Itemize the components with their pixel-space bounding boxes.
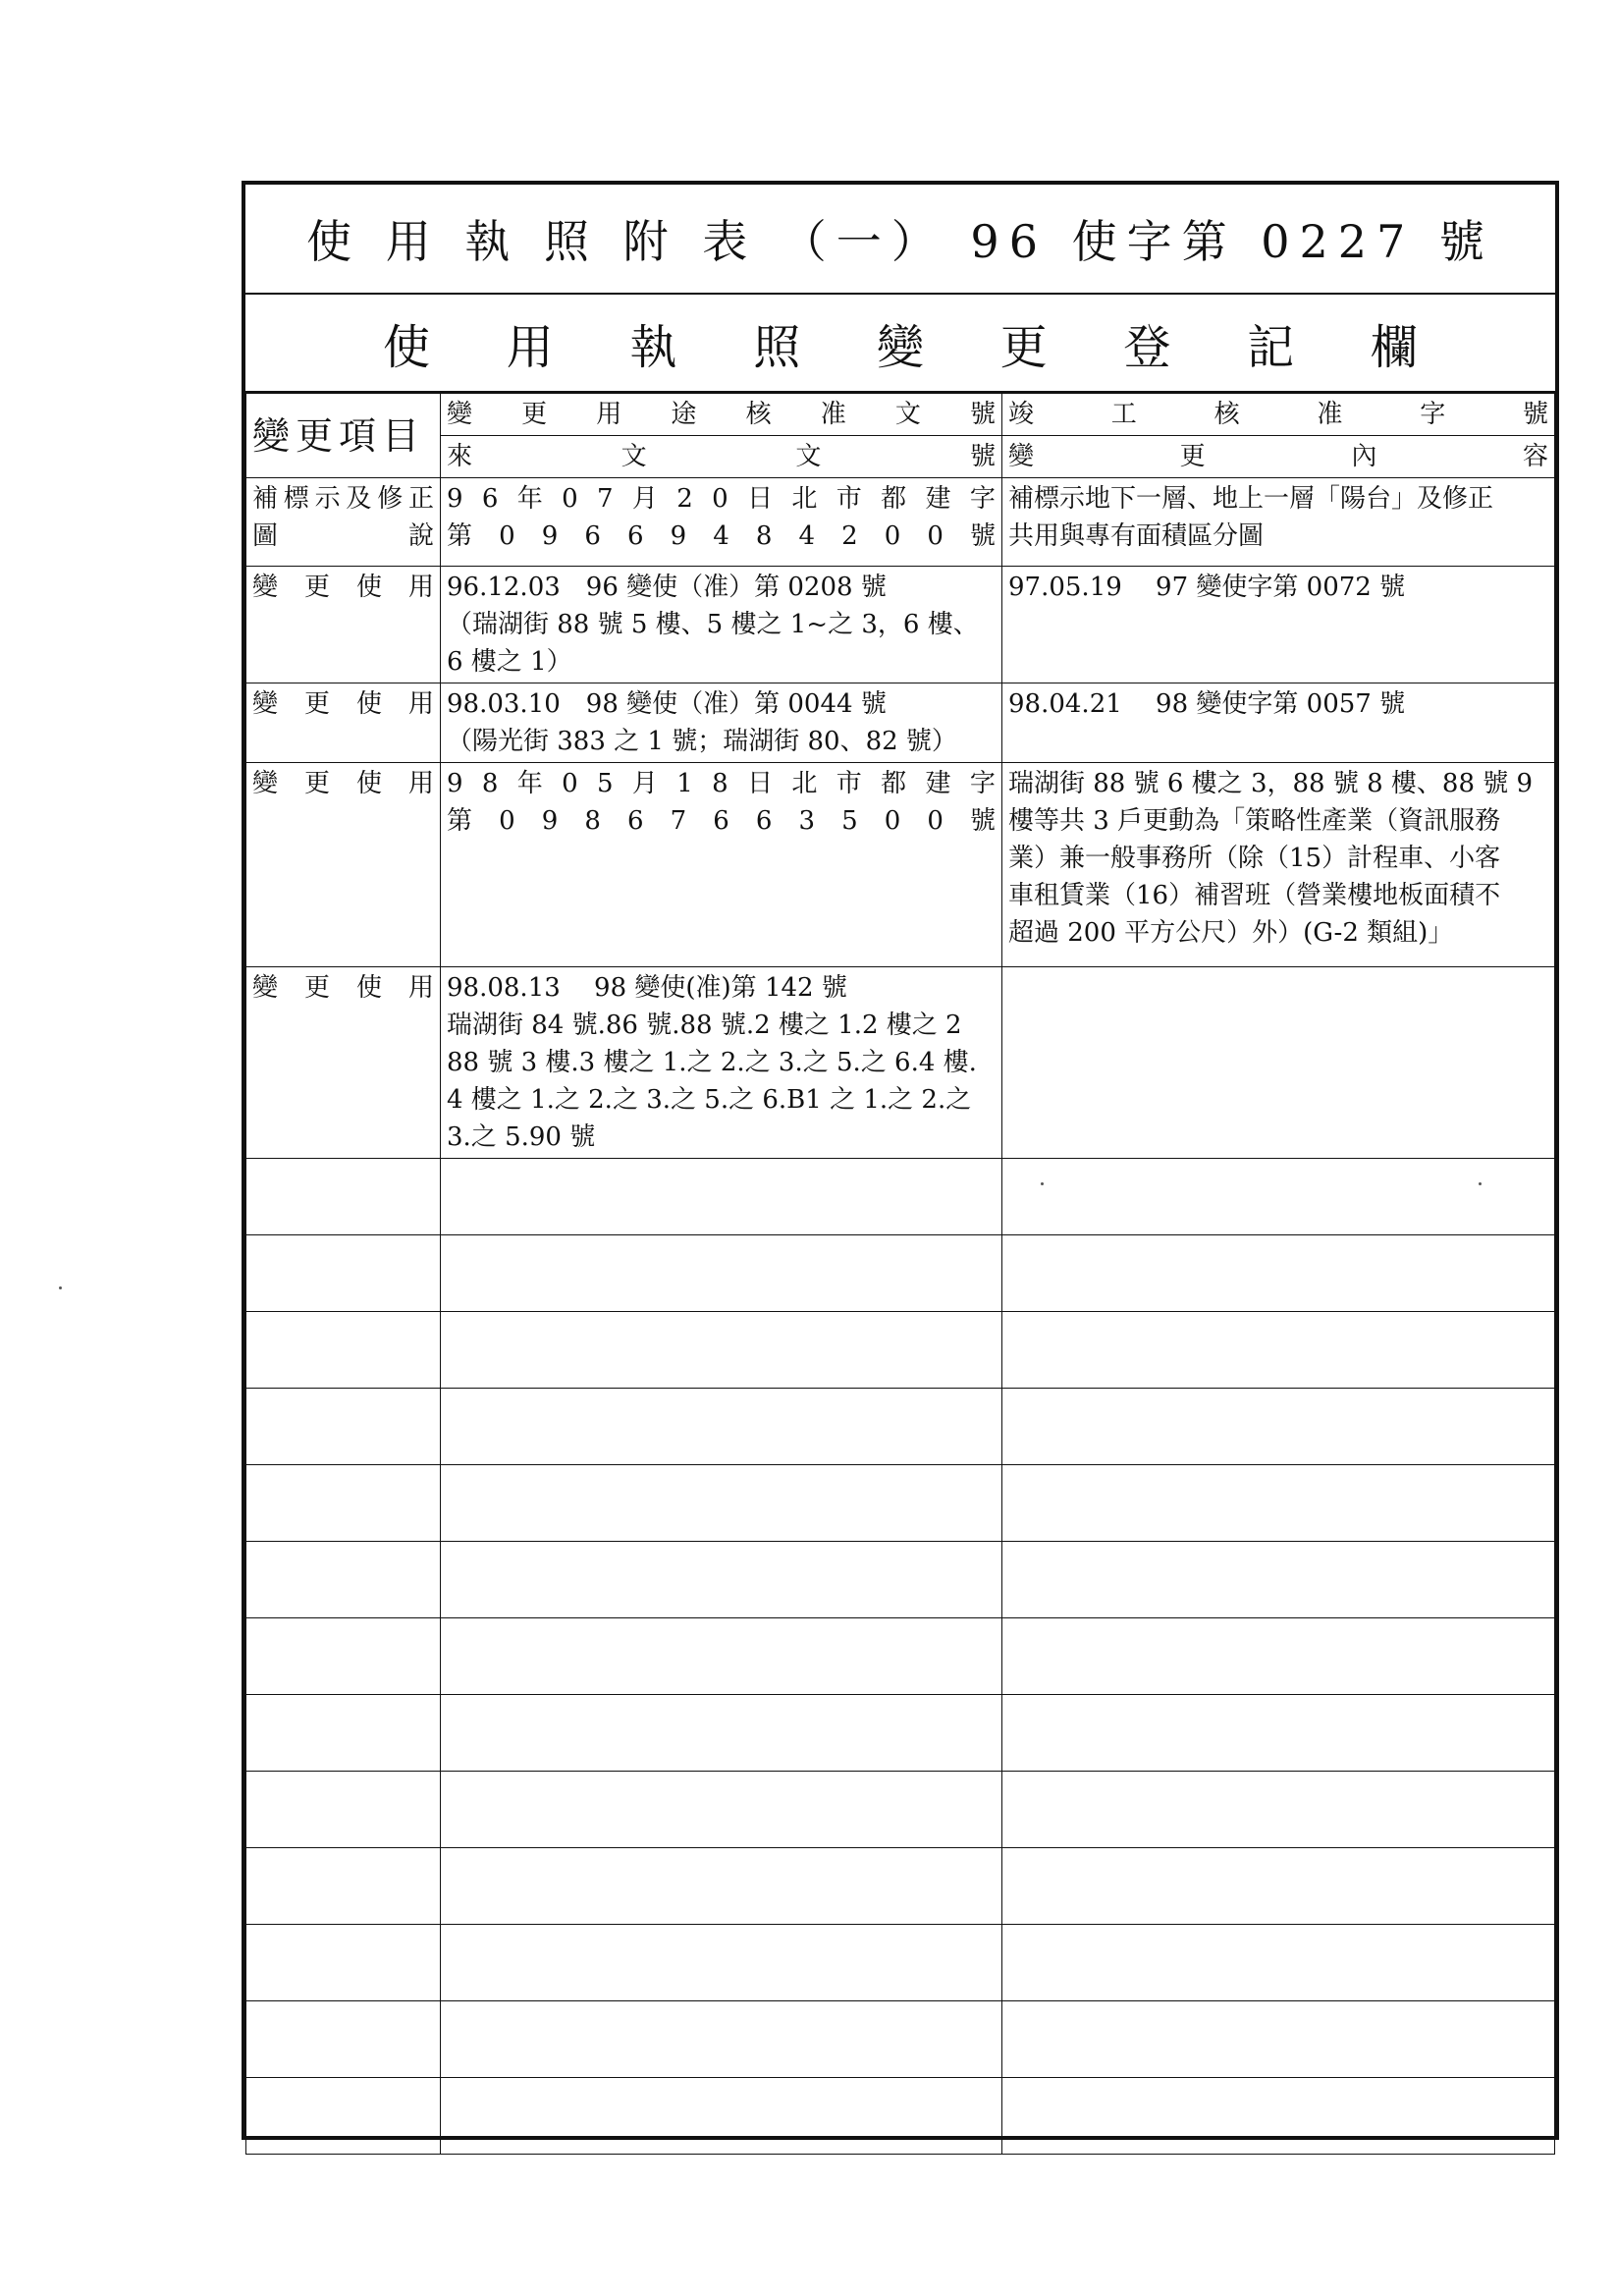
header-char: 號 — [969, 400, 996, 429]
change-item-char: 用 — [407, 769, 434, 798]
change-item-line — [252, 480, 434, 518]
approval-doc-line — [447, 765, 996, 802]
header-char: 用 — [596, 400, 622, 429]
empty-row — [246, 1465, 1555, 1542]
approval-doc-char: 0 — [562, 769, 578, 798]
header-char: 變 — [1008, 442, 1035, 471]
header-char: 准 — [820, 400, 846, 429]
empty-cell — [246, 2078, 441, 2155]
header-row — [246, 394, 1555, 436]
empty-cell — [246, 1772, 441, 1848]
empty-cell — [246, 1159, 441, 1235]
empty-cell — [1002, 1542, 1555, 1618]
approval-doc-char: 年 — [516, 484, 543, 514]
section-title-char: 欄 — [1370, 319, 1418, 375]
header-char: 號 — [969, 442, 996, 471]
empty-row — [246, 2001, 1555, 2078]
approval-doc-line — [447, 518, 996, 555]
change-item-char: 使 — [355, 573, 382, 602]
header-char: 容 — [1522, 442, 1548, 471]
approval-doc-char: 0 — [884, 521, 901, 551]
change-item-char: 標 — [283, 484, 309, 514]
register-row — [246, 763, 1555, 967]
empty-cell — [1002, 1159, 1555, 1235]
header-char: 號 — [1522, 400, 1548, 429]
header-char: 來 — [447, 442, 473, 471]
approval-doc-char: 都 — [881, 769, 907, 798]
change-item-char: 更 — [303, 573, 330, 602]
section-title — [245, 295, 1555, 393]
approval-doc-char: 6 — [584, 521, 601, 551]
empty-cell — [1002, 1465, 1555, 1542]
change-item-char: 圖 — [252, 521, 279, 551]
header-approval-doc-no — [441, 394, 1002, 436]
header-char: 內 — [1351, 442, 1377, 471]
header-char: 更 — [521, 400, 548, 429]
approval-doc-char: 5 — [597, 769, 614, 798]
approval-doc-char: 6 — [755, 806, 773, 836]
change-item-line — [252, 765, 434, 802]
change-content-cell — [1002, 967, 1555, 1159]
change-content-cell — [1002, 478, 1555, 567]
empty-cell — [441, 1618, 1002, 1695]
empty-cell — [1002, 1772, 1555, 1848]
change-item-char: 變 — [252, 689, 279, 719]
approval-doc-cell — [441, 967, 1002, 1159]
section-title-char: 用 — [506, 319, 554, 375]
empty-row — [246, 1542, 1555, 1618]
header-char: 變 — [447, 400, 473, 429]
change-item-char: 使 — [355, 973, 382, 1003]
change-item-char: 使 — [355, 689, 382, 719]
section-title-char: 更 — [999, 319, 1048, 375]
scan-speck — [1479, 1182, 1482, 1185]
license-sheet — [242, 181, 1559, 2140]
empty-cell — [1002, 1312, 1555, 1389]
scan-speck — [59, 1286, 62, 1289]
empty-cell — [1002, 1389, 1555, 1465]
header-change-content — [1002, 436, 1555, 478]
approval-doc-char: 月 — [631, 769, 658, 798]
change-item-cell — [246, 763, 441, 967]
change-item-char: 變 — [252, 769, 279, 798]
empty-row — [246, 1925, 1555, 2001]
approval-doc-char: 2 — [676, 484, 693, 514]
approval-doc-char: 0 — [499, 521, 515, 551]
empty-cell — [441, 1389, 1002, 1465]
empty-cell — [441, 1695, 1002, 1772]
approval-doc-char: 7 — [670, 806, 687, 836]
approval-doc-char: 市 — [836, 484, 862, 514]
approval-doc-char: 4 — [713, 521, 729, 551]
empty-cell — [441, 1465, 1002, 1542]
change-item-char: 用 — [407, 689, 434, 719]
change-item-char: 用 — [407, 573, 434, 602]
approval-doc-char: 0 — [927, 521, 944, 551]
empty-cell — [1002, 1235, 1555, 1312]
change-item-char: 說 — [407, 521, 434, 551]
register-row — [246, 478, 1555, 567]
empty-cell — [441, 1848, 1002, 1925]
section-title-char: 記 — [1247, 319, 1295, 375]
change-item-char: 用 — [407, 973, 434, 1003]
change-item-char: 示 — [314, 484, 341, 514]
approval-doc-char: 都 — [881, 484, 907, 514]
change-item-char: 修 — [377, 484, 404, 514]
approval-doc-char: 日 — [747, 769, 774, 798]
approval-doc-char: 字 — [969, 769, 996, 798]
approval-doc-char: 6 — [626, 521, 644, 551]
approval-doc-cell — [441, 478, 1002, 567]
empty-cell — [1002, 1618, 1555, 1695]
empty-row — [246, 1848, 1555, 1925]
change-content-text: 瑞湖街 88 號 6 樓之 3，88 號 8 樓、88 號 9 樓等共 3 戶更動為「策略性產業（資訊服務 業）兼一般事務所（除（15）計程車、小客 車租賃業（16）補習班（營業樓地板面積不 超過 200 平方公尺）外）(G-2 類組)」 — [1008, 769, 1534, 948]
empty-cell — [1002, 1848, 1555, 1925]
approval-doc-char: 建 — [925, 769, 951, 798]
empty-row — [246, 1159, 1555, 1235]
change-item-char: 正 — [407, 484, 434, 514]
approval-doc-text: 98.03.10 98 變使（准）第 0044 號 （陽光街 383 之 1 號；瑞湖街 80、82 號） — [447, 689, 957, 756]
approval-doc-char: 9 — [541, 806, 559, 836]
section-title-char: 照 — [753, 319, 801, 375]
empty-row — [246, 1772, 1555, 1848]
approval-doc-cell — [441, 567, 1002, 683]
change-item-char: 變 — [252, 973, 279, 1003]
approval-doc-char: 8 — [755, 521, 773, 551]
document-title: 使 用 執 照 附 表 （一） 96 使字第 0227 號 — [245, 185, 1555, 295]
header-char: 字 — [1420, 400, 1446, 429]
change-content-cell — [1002, 683, 1555, 763]
approval-doc-char: 3 — [798, 806, 816, 836]
change-item-cell — [246, 967, 441, 1159]
approval-doc-char: 4 — [798, 521, 816, 551]
header-char: 文 — [620, 442, 647, 471]
header-char: 核 — [1214, 400, 1240, 429]
approval-doc-char: 字 — [969, 484, 996, 514]
empty-cell — [246, 1465, 441, 1542]
empty-row — [246, 1235, 1555, 1312]
change-content-cell — [1002, 763, 1555, 967]
empty-cell — [246, 1848, 441, 1925]
approval-doc-char: 月 — [631, 484, 658, 514]
change-item-line — [252, 518, 434, 555]
empty-cell — [1002, 1695, 1555, 1772]
approval-doc-char: 0 — [927, 806, 944, 836]
empty-row — [246, 1618, 1555, 1695]
empty-cell — [246, 1235, 441, 1312]
approval-doc-char: 0 — [562, 484, 578, 514]
section-title-char: 登 — [1123, 319, 1171, 375]
approval-doc-char: 0 — [712, 484, 728, 514]
approval-doc-char: 8 — [712, 769, 728, 798]
header-char: 准 — [1317, 400, 1343, 429]
approval-doc-char: 號 — [969, 806, 996, 836]
register-row — [246, 967, 1555, 1159]
approval-doc-cell — [441, 683, 1002, 763]
scan-speck — [1041, 1182, 1044, 1185]
empty-cell — [441, 1312, 1002, 1389]
empty-cell — [441, 1925, 1002, 2001]
header-change-item: 變更項目 — [246, 394, 441, 478]
change-content-text: 97.05.19 97 變使字第 0072 號 — [1008, 573, 1406, 602]
change-item-cell — [246, 567, 441, 683]
change-item-line — [252, 685, 434, 723]
approval-doc-text: 96.12.03 96 變使（准）第 0208 號 （瑞湖街 88 號 5 樓、5 樓之 1~之 3，6 樓、 6 樓之 1） — [447, 573, 979, 677]
header-completion-no — [1002, 394, 1555, 436]
header-char: 竣 — [1008, 400, 1035, 429]
change-content-text: 98.04.21 98 變使字第 0057 號 — [1008, 689, 1406, 719]
change-item-line — [252, 969, 434, 1007]
approval-doc-char: 9 — [541, 521, 559, 551]
register-row — [246, 683, 1555, 763]
empty-cell — [1002, 1925, 1555, 2001]
approval-doc-char: 8 — [481, 769, 499, 798]
header-incoming-doc-no — [441, 436, 1002, 478]
empty-cell — [246, 1925, 441, 2001]
approval-doc-char: 6 — [626, 806, 644, 836]
header-char: 更 — [1179, 442, 1206, 471]
empty-cell — [246, 1542, 441, 1618]
approval-doc-cell — [441, 763, 1002, 967]
change-item-cell — [246, 478, 441, 567]
section-title-char: 變 — [876, 319, 924, 375]
approval-doc-char: 市 — [836, 769, 862, 798]
empty-cell — [246, 1389, 441, 1465]
empty-cell — [441, 1235, 1002, 1312]
approval-doc-char: 7 — [597, 484, 614, 514]
empty-cell — [441, 2078, 1002, 2155]
header-char: 途 — [671, 400, 697, 429]
change-content-text: 補標示地下一層、地上一層「陽台」及修正 共用與專有面積區分圖 — [1008, 484, 1494, 551]
change-item-char: 補 — [252, 484, 279, 514]
change-item-char: 使 — [355, 769, 382, 798]
empty-cell — [441, 1159, 1002, 1235]
approval-doc-char: 1 — [676, 769, 693, 798]
change-item-line — [252, 569, 434, 606]
change-item-char: 及 — [346, 484, 372, 514]
header-char: 核 — [745, 400, 772, 429]
approval-doc-char: 5 — [841, 806, 858, 836]
approval-doc-char: 9 — [447, 769, 463, 798]
approval-doc-char: 9 — [447, 484, 463, 514]
approval-doc-text: 98.08.13 98 變使(准)第 142 號 瑞湖街 84 號.86 號.88 號.2 樓之 1.2 樓之 2 88 號 3 樓.3 樓之 1.之 2.之 3.之 5.之 6.4 樓. 4 樓之 1.之 2.之 3.之 5.之 6.B1 之 1.之 2.之 3.之 5.90 號 — [447, 973, 977, 1152]
empty-cell — [1002, 2078, 1555, 2155]
change-item-char: 更 — [303, 769, 330, 798]
approval-doc-char: 年 — [516, 769, 543, 798]
change-item-cell — [246, 683, 441, 763]
approval-doc-char: 建 — [925, 484, 951, 514]
empty-row — [246, 1389, 1555, 1465]
empty-cell — [246, 1618, 441, 1695]
approval-doc-char: 2 — [841, 521, 858, 551]
empty-cell — [441, 2001, 1002, 2078]
change-item-char: 變 — [252, 573, 279, 602]
empty-cell — [246, 1312, 441, 1389]
change-content-cell — [1002, 567, 1555, 683]
change-register-table — [245, 393, 1555, 2155]
approval-doc-line — [447, 480, 996, 518]
header-char: 工 — [1110, 400, 1137, 429]
empty-row — [246, 1312, 1555, 1389]
approval-doc-char: 8 — [584, 806, 601, 836]
approval-doc-char: 北 — [791, 484, 818, 514]
approval-doc-char: 日 — [747, 484, 774, 514]
header-char: 文 — [795, 442, 822, 471]
approval-doc-char: 第 — [447, 806, 473, 836]
section-title-char: 執 — [629, 319, 677, 375]
approval-doc-char: 北 — [791, 769, 818, 798]
change-item-char: 更 — [303, 689, 330, 719]
approval-doc-char: 9 — [670, 521, 687, 551]
header-row-2 — [246, 436, 1555, 478]
section-title-char: 使 — [383, 319, 431, 375]
change-item-char: 更 — [303, 973, 330, 1003]
approval-doc-char: 6 — [713, 806, 729, 836]
empty-cell — [246, 1695, 441, 1772]
approval-doc-char: 第 — [447, 521, 473, 551]
empty-row — [246, 2078, 1555, 2155]
approval-doc-line — [447, 802, 996, 840]
empty-cell — [246, 2001, 441, 2078]
empty-row — [246, 1695, 1555, 1772]
approval-doc-char: 0 — [884, 806, 901, 836]
approval-doc-char: 6 — [481, 484, 499, 514]
register-row — [246, 567, 1555, 683]
approval-doc-char: 0 — [499, 806, 515, 836]
empty-cell — [1002, 2001, 1555, 2078]
empty-cell — [441, 1772, 1002, 1848]
approval-doc-char: 號 — [969, 521, 996, 551]
empty-cell — [441, 1542, 1002, 1618]
header-char: 文 — [894, 400, 921, 429]
